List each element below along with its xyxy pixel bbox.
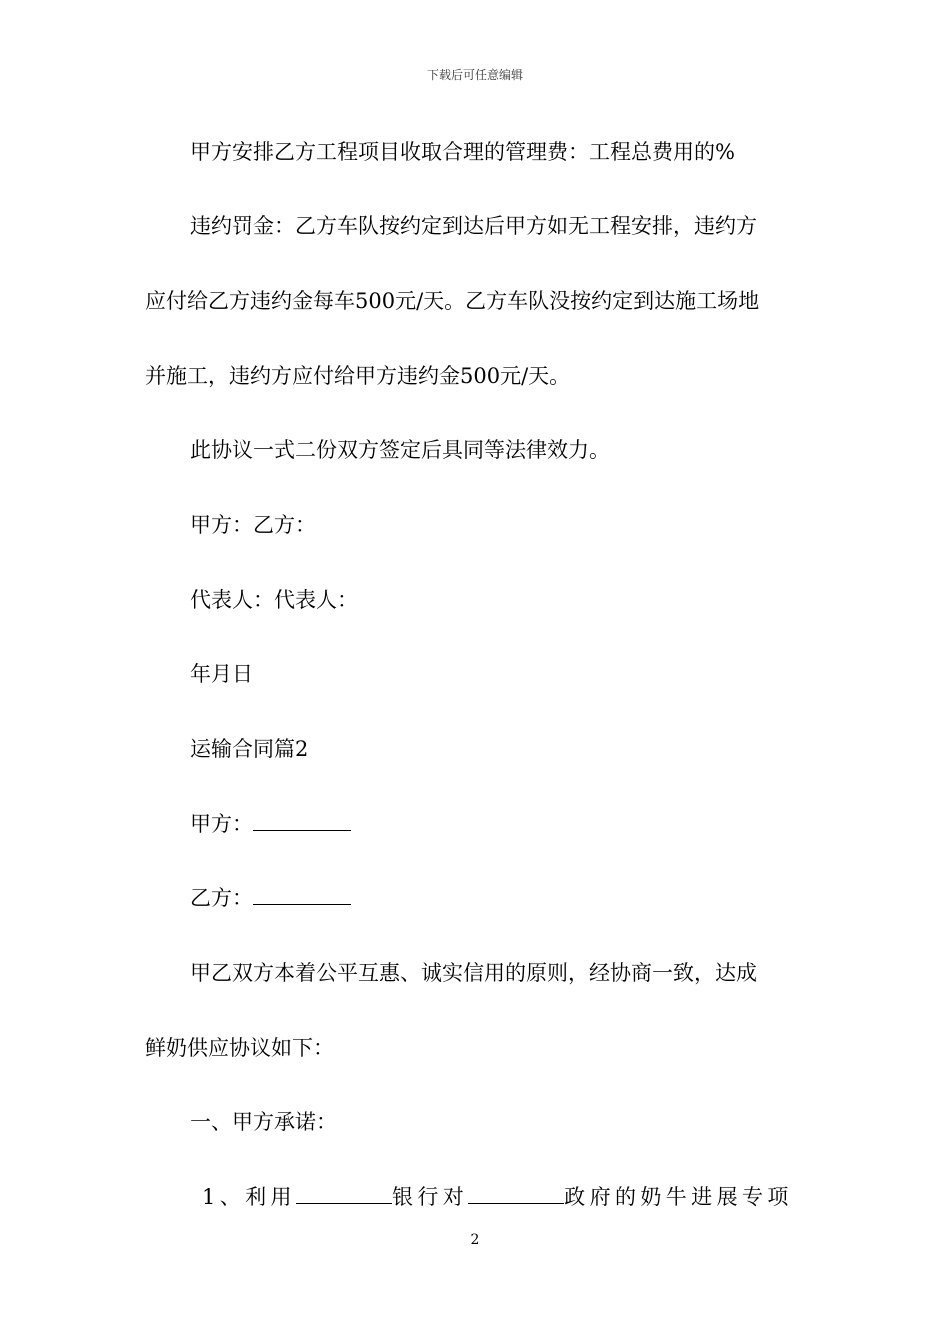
signature-date: 年月日	[190, 662, 253, 686]
section-title: 运输合同篇2	[190, 737, 309, 761]
clause-1-text-c: 政府的奶牛进展专项	[564, 1185, 793, 1209]
paragraph-penalty-line-2: 应付给乙方违约金每车500元/天。乙方车队没按约定到达施工场地	[145, 289, 760, 313]
party-a-line	[190, 810, 351, 838]
header-note: 下载后可任意编辑	[426, 68, 523, 82]
clause-1-line	[202, 1183, 793, 1211]
party-b-blank	[253, 886, 351, 905]
paragraph-principle-line-1: 甲乙双方本着公平互惠、诚实信用的原则，经协商一致，达成	[190, 961, 757, 985]
government-blank	[468, 1185, 564, 1204]
signature-parties: 甲方：乙方：	[190, 513, 316, 537]
paragraph-copies: 此协议一式二份双方签定后具同等法律效力。	[190, 438, 610, 462]
page-number: 2	[470, 1232, 480, 1248]
party-a-blank	[253, 812, 351, 831]
party-b-line	[190, 884, 351, 912]
bank-blank	[296, 1185, 392, 1204]
paragraph-principle-line-2: 鲜奶供应协议如下：	[145, 1036, 334, 1060]
clause-1-text-b: 银行对	[391, 1185, 469, 1209]
clause-heading: 一、甲方承诺：	[190, 1110, 337, 1134]
clause-1-text-a: 1、利用	[202, 1185, 296, 1209]
signature-representatives: 代表人：代表人：	[190, 588, 358, 612]
party-a-label: 甲方：	[190, 812, 253, 836]
paragraph-penalty-line-1: 违约罚金：乙方车队按约定到达后甲方如无工程安排，违约方	[190, 214, 757, 238]
paragraph-penalty-line-3: 并施工，违约方应付给甲方违约金500元/天。	[145, 364, 571, 388]
party-b-label: 乙方：	[190, 886, 253, 910]
paragraph-management-fee: 甲方安排乙方工程项目收取合理的管理费：工程总费用的%	[190, 140, 735, 164]
